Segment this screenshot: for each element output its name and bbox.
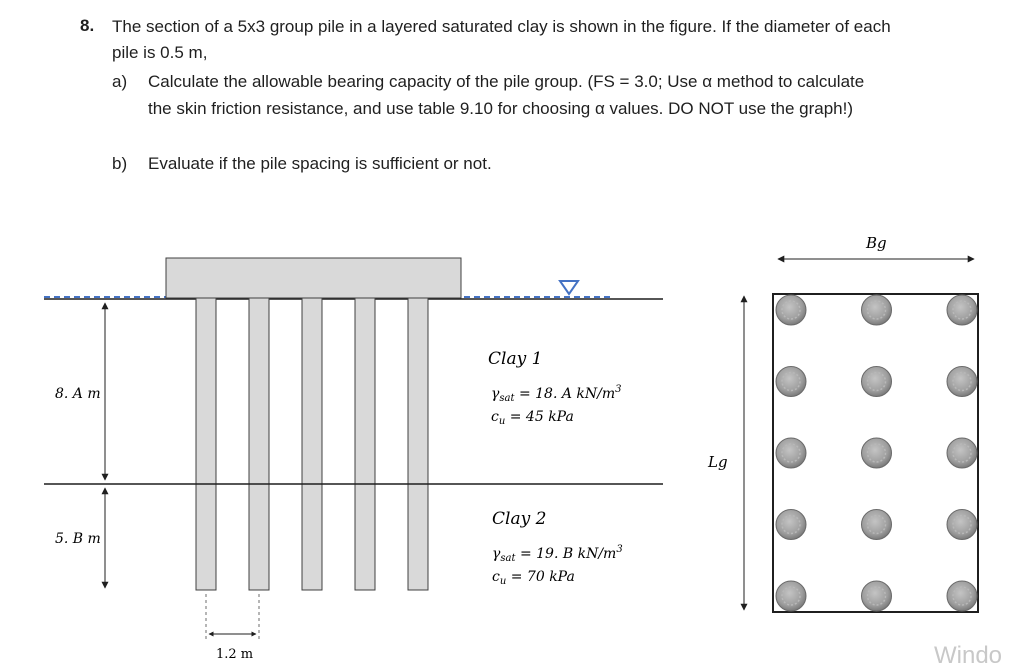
layer2-gamma-sub: sat: [500, 553, 516, 564]
pile-5: [408, 298, 428, 590]
layer2-unit-weight: [492, 544, 623, 564]
layer2-gamma-symbol: γ: [492, 546, 501, 562]
pile-4: [355, 298, 375, 590]
section-view: [44, 258, 663, 662]
question-number: 8.: [80, 16, 95, 35]
pile-1: [196, 298, 216, 590]
layer2-cu-value: = 70 kPa: [506, 569, 575, 585]
pile-head: [862, 581, 892, 611]
pile-head: [776, 510, 806, 540]
part-a-label: a): [112, 72, 128, 91]
layer2-cohesion: [492, 569, 575, 587]
layer1-cohesion: [491, 409, 574, 427]
pile-head: [776, 438, 806, 468]
plan-view: [707, 234, 978, 612]
group-length-label: Lg: [708, 453, 728, 471]
pile-head: [862, 438, 892, 468]
part-b-text: Evaluate if the pile spacing is sufficient or not.: [148, 154, 492, 173]
layer1-cu-symbol: c: [491, 409, 499, 425]
watermark-text: Windo: [934, 642, 1003, 669]
group-width-label: Bg: [866, 234, 887, 252]
part-b-label: b): [112, 154, 128, 173]
pile-head: [776, 295, 806, 325]
layer2-gamma-value: = 19. B kN/m: [515, 546, 617, 562]
layer1-unit-weight: [491, 384, 622, 404]
layer1-gamma-exp: 3: [615, 384, 622, 395]
water-table-icon: [560, 281, 578, 294]
layer1-thickness-label: 8. A m: [55, 386, 101, 402]
layer2-cu-sub: u: [499, 576, 507, 587]
layer2-name: Clay 2: [492, 509, 547, 529]
pile-head: [947, 510, 977, 540]
pile-head: [947, 295, 977, 325]
layer2-cu-symbol: c: [492, 569, 500, 585]
pile-3: [302, 298, 322, 590]
layer1-cu-sub: u: [498, 416, 506, 427]
part-a-text: Calculate the allowable bearing capacity of the pile group. (FS = 3.0; Use α method to calculate the skin friction resistance, and use table 9.10 for choosing α values. DO NOT use the graph!): [148, 72, 865, 118]
pile-head: [862, 367, 892, 397]
question-text: The section of a 5x3 group pile in a layered saturated clay is shown in the figure. If the diameter of each pile is 0.5 m,: [112, 17, 891, 62]
layer1-cu-value: = 45 kPa: [505, 409, 574, 425]
pile-heads: [776, 295, 977, 611]
pile-cap: [166, 258, 461, 298]
pile-head: [776, 581, 806, 611]
pile-head: [947, 438, 977, 468]
pile-2: [249, 298, 269, 590]
spacing-label: 1.2 m: [216, 647, 254, 662]
layer1-name: Clay 1: [488, 349, 543, 369]
layer2-thickness-label: 5. B m: [55, 531, 101, 547]
pile-head: [862, 510, 892, 540]
pile-head: [862, 295, 892, 325]
layer2-gamma-exp: 3: [616, 544, 623, 555]
layer1-gamma-value: = 18. A kN/m: [514, 386, 616, 402]
pile-head: [947, 581, 977, 611]
layer1-gamma-sub: sat: [499, 393, 515, 404]
pile-head: [776, 367, 806, 397]
pile-head: [947, 367, 977, 397]
layer1-gamma-symbol: γ: [491, 386, 500, 402]
